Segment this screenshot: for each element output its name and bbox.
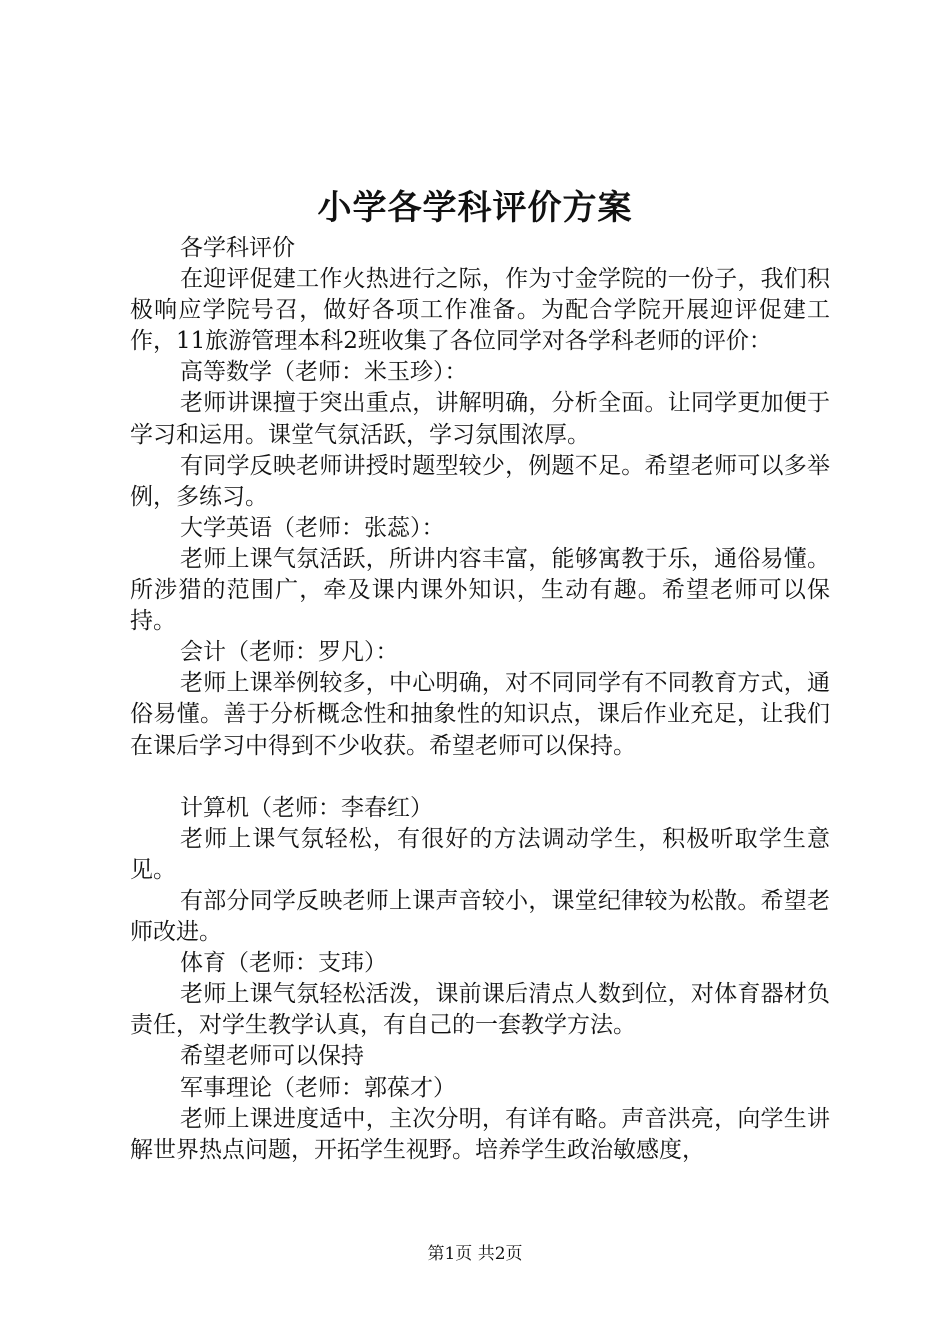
blank-line — [130, 762, 830, 793]
document-title: 小学各学科评价方案 — [317, 188, 633, 228]
subject-heading-english: 大学英语（老师：张蕊）： — [180, 514, 445, 541]
paragraph: 老师上课气氛活跃，所讲内容丰富，能够寓教于乐，通俗易懂。所涉猎的范围广，牵及课内课外知识，生动有趣。希望老师可以保持。 — [130, 545, 830, 635]
page-footer: 第1页 共2页 — [427, 1244, 523, 1264]
paragraph: 老师上课气氛轻松，有很好的方法调动学生，积极听取学生意见。 — [130, 825, 830, 883]
document-body — [130, 233, 830, 1166]
subject-heading-military: 军事理论（老师：郭葆才） — [180, 1074, 456, 1101]
paragraph: 希望老师可以保持 — [180, 1043, 364, 1070]
paragraph: 有部分同学反映老师上课声音较小，课堂纪律较为松散。希望老师改进。 — [130, 887, 830, 946]
paragraph: 老师上课进度适中，主次分明，有详有略。声音洪亮，向学生讲解世界热点问题，开拓学生视野。培养学生政治敏感度， — [130, 1105, 830, 1163]
paragraph: 老师上课气氛轻松活泼，课前课后清点人数到位，对体育器材负责任，对学生教学认真，有自己的一套教学方法。 — [130, 981, 830, 1039]
paragraph: 有同学反映老师讲授时题型较少，例题不足。希望老师可以多举例，多练习。 — [130, 452, 830, 510]
subject-heading-math: 高等数学（老师：米玉珍）： — [180, 359, 468, 386]
subject-heading-accounting: 会计（老师：罗凡）： — [180, 639, 399, 666]
paragraph: 老师上课举例较多，中心明确，对不同同学有不同教育方式，通俗易懂。善于分析概念性和抽象性的知识点，课后作业充足，让我们在课后学习中得到不少收获。希望老师可以保持。 — [130, 670, 830, 759]
subject-heading-computer: 计算机（老师：李春红） — [180, 794, 433, 821]
intro-paragraph: 在迎评促建工作火热进行之际，作为寸金学院的一份子，我们积极响应学院号召，做好各项工作准备。为配合学院开展迎评促建工作，11旅游管理本科2班收集了各位同学对各学科老师的评价： — [130, 266, 830, 355]
section-heading: 各学科评价 — [180, 235, 295, 261]
subject-heading-pe: 体育（老师：支玮） — [180, 950, 387, 977]
paragraph: 老师讲课擅于突出重点，讲解明确，分析全面。让同学更加便于学习和运用。课堂气氛活跃，学习氛围浓厚。 — [130, 390, 830, 448]
